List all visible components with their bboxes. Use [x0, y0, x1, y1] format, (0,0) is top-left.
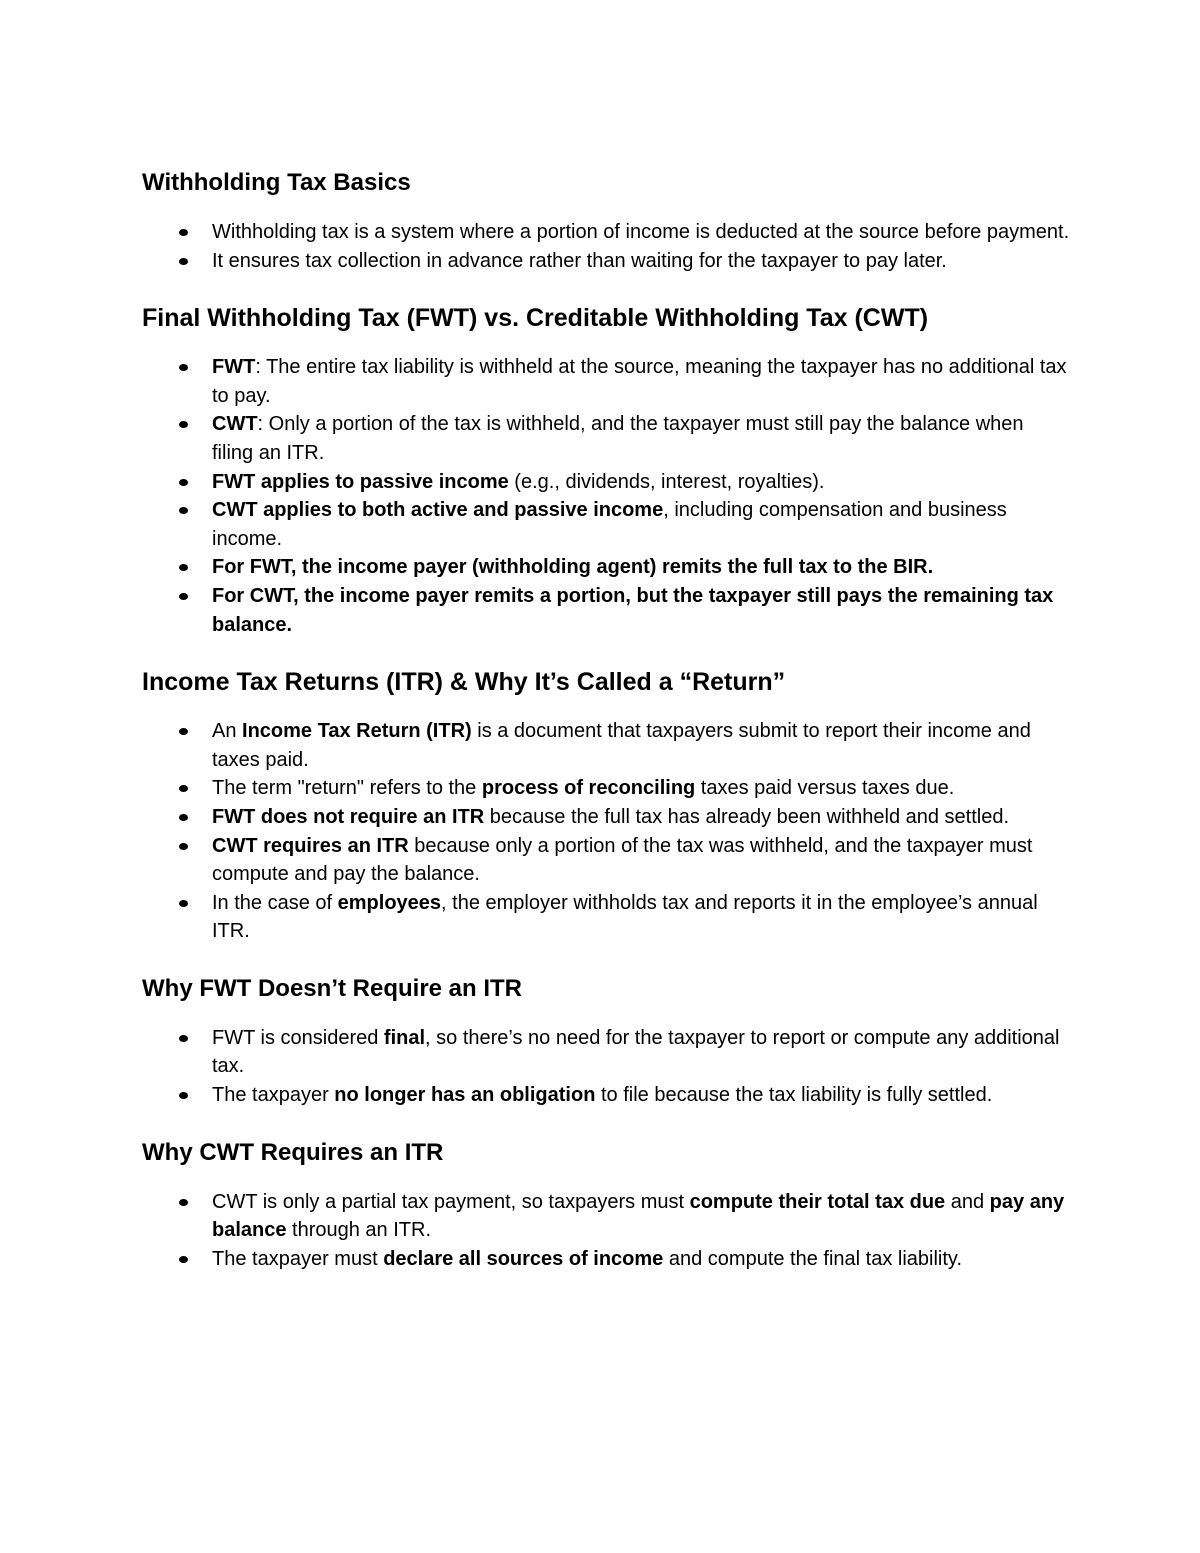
body-text: because the full tax has already been withheld and settled. — [484, 805, 1010, 828]
bold-text: FWT does not require an ITR — [212, 805, 485, 828]
list-item — [142, 832, 1070, 889]
list-item — [142, 1024, 1070, 1081]
list-item — [142, 1081, 1070, 1110]
body-text: An — [212, 720, 243, 743]
bold-text: pay any balance — [212, 1190, 1065, 1242]
bullet-icon — [179, 421, 188, 428]
bullet-icon — [179, 593, 188, 600]
body-text: , including compensation and business income. — [212, 499, 1007, 550]
list-item — [142, 410, 1070, 467]
list-item — [142, 889, 1070, 946]
body-text: because only a portion of the tax was withheld, and the taxpayer must compute and pay the balance. — [212, 834, 1033, 886]
section-4 — [142, 972, 1070, 1110]
bullet-icon — [179, 258, 188, 265]
body-text: , so there’s no need for the taxpayer to report or compute any additional tax. — [212, 1026, 1060, 1078]
bold-text: compute their total tax due — [689, 1190, 946, 1213]
bullet-list — [142, 218, 1070, 275]
body-text: The term "return" refers to the — [212, 777, 482, 800]
section-5 — [142, 1136, 1070, 1274]
body-text: to file because the tax liability is fully settled. — [595, 1084, 993, 1107]
list-item — [142, 468, 1070, 497]
list-item — [142, 218, 1070, 247]
list-item — [142, 803, 1070, 832]
body-text: , the employer withholds tax and reports it in the employee’s annual ITR. — [212, 891, 1038, 943]
bullet-icon — [179, 900, 188, 907]
bold-text: declare all sources of income — [383, 1247, 664, 1270]
bold-text: employees — [337, 891, 442, 914]
section-3 — [142, 665, 1070, 946]
list-item — [142, 353, 1070, 410]
body-text: : Only a portion of the tax is withheld, and the taxpayer must still pay the balance when filing an ITR. — [212, 413, 1024, 464]
body-text: It ensures tax collection in advance rather than waiting for the taxpayer to pay later. — [212, 249, 947, 272]
section-heading: Why CWT Requires an ITR — [142, 1138, 444, 1166]
bold-text: For FWT, the income payer (withholding agent) remits the full tax to the BIR. — [212, 556, 934, 579]
body-text: (e.g., dividends, interest, royalties). — [508, 470, 825, 493]
section-heading: Final Withholding Tax (FWT) vs. Creditable Withholding Tax (CWT) — [142, 304, 929, 333]
section-1 — [142, 166, 1070, 275]
bullet-icon — [179, 364, 188, 371]
body-text: In the case of — [212, 891, 338, 914]
body-text: CWT is only a partial tax payment, so taxpayers must — [212, 1190, 690, 1213]
body-text: FWT is considered — [212, 1026, 384, 1049]
bold-text: FWT — [212, 356, 256, 379]
bullet-icon — [179, 229, 188, 236]
bullet-icon — [179, 843, 188, 850]
section-heading: Income Tax Returns (ITR) & Why It’s Called a “Return” — [142, 668, 786, 697]
body-text: and — [945, 1190, 990, 1213]
section-heading: Withholding Tax Basics — [142, 169, 411, 196]
bold-text: Income Tax Return (ITR) — [242, 720, 472, 743]
section-heading: Why FWT Doesn’t Require an ITR — [142, 974, 523, 1002]
list-item — [142, 717, 1070, 774]
bullet-icon — [179, 814, 188, 821]
bullet-icon — [179, 785, 188, 792]
bold-text: no longer has an obligation — [334, 1084, 596, 1107]
bullet-icon — [179, 1092, 188, 1099]
bullet-icon — [179, 564, 188, 571]
list-item — [142, 582, 1070, 639]
bold-text: CWT applies to both active and passive income — [212, 499, 664, 522]
section-2 — [142, 301, 1070, 639]
bullet-list — [142, 717, 1070, 946]
list-item — [142, 553, 1070, 582]
bold-text: CWT requires an ITR — [212, 834, 409, 857]
body-text: is a document that taxpayers submit to report their income and taxes paid. — [212, 720, 1031, 771]
body-text: taxes paid versus taxes due. — [695, 777, 955, 800]
document-body — [142, 166, 1070, 1273]
body-text: Withholding tax is a system where a portion of income is deducted at the source before payment. — [212, 221, 1070, 243]
body-text: through an ITR. — [286, 1219, 432, 1242]
bold-text: final — [383, 1026, 426, 1049]
list-item — [142, 1245, 1070, 1274]
bullet-list — [142, 1188, 1070, 1274]
bullet-icon — [179, 1035, 188, 1042]
list-item — [142, 774, 1070, 803]
bullet-icon — [179, 1256, 188, 1263]
bullet-list — [142, 1024, 1070, 1110]
bold-text: For CWT, the income payer remits a portion, but the taxpayer still pays the remaining tax balance. — [212, 584, 1054, 636]
body-text: : The entire tax liability is withheld at the source, meaning the taxpayer has no additional tax to pay. — [212, 356, 1067, 407]
bullet-icon — [179, 479, 188, 486]
bullet-icon — [179, 1199, 188, 1206]
body-text: and compute the final tax liability. — [663, 1247, 962, 1270]
bullet-icon — [179, 728, 188, 735]
body-text: The taxpayer must — [212, 1247, 384, 1270]
list-item — [142, 247, 1070, 276]
bold-text: process of reconciling — [481, 777, 696, 800]
bullet-list — [142, 353, 1070, 639]
bullet-icon — [179, 507, 188, 514]
list-item — [142, 1188, 1070, 1245]
bold-text: FWT applies to passive income — [212, 470, 509, 493]
body-text: The taxpayer — [212, 1084, 335, 1107]
list-item — [142, 496, 1070, 553]
bold-text: CWT — [212, 413, 258, 436]
